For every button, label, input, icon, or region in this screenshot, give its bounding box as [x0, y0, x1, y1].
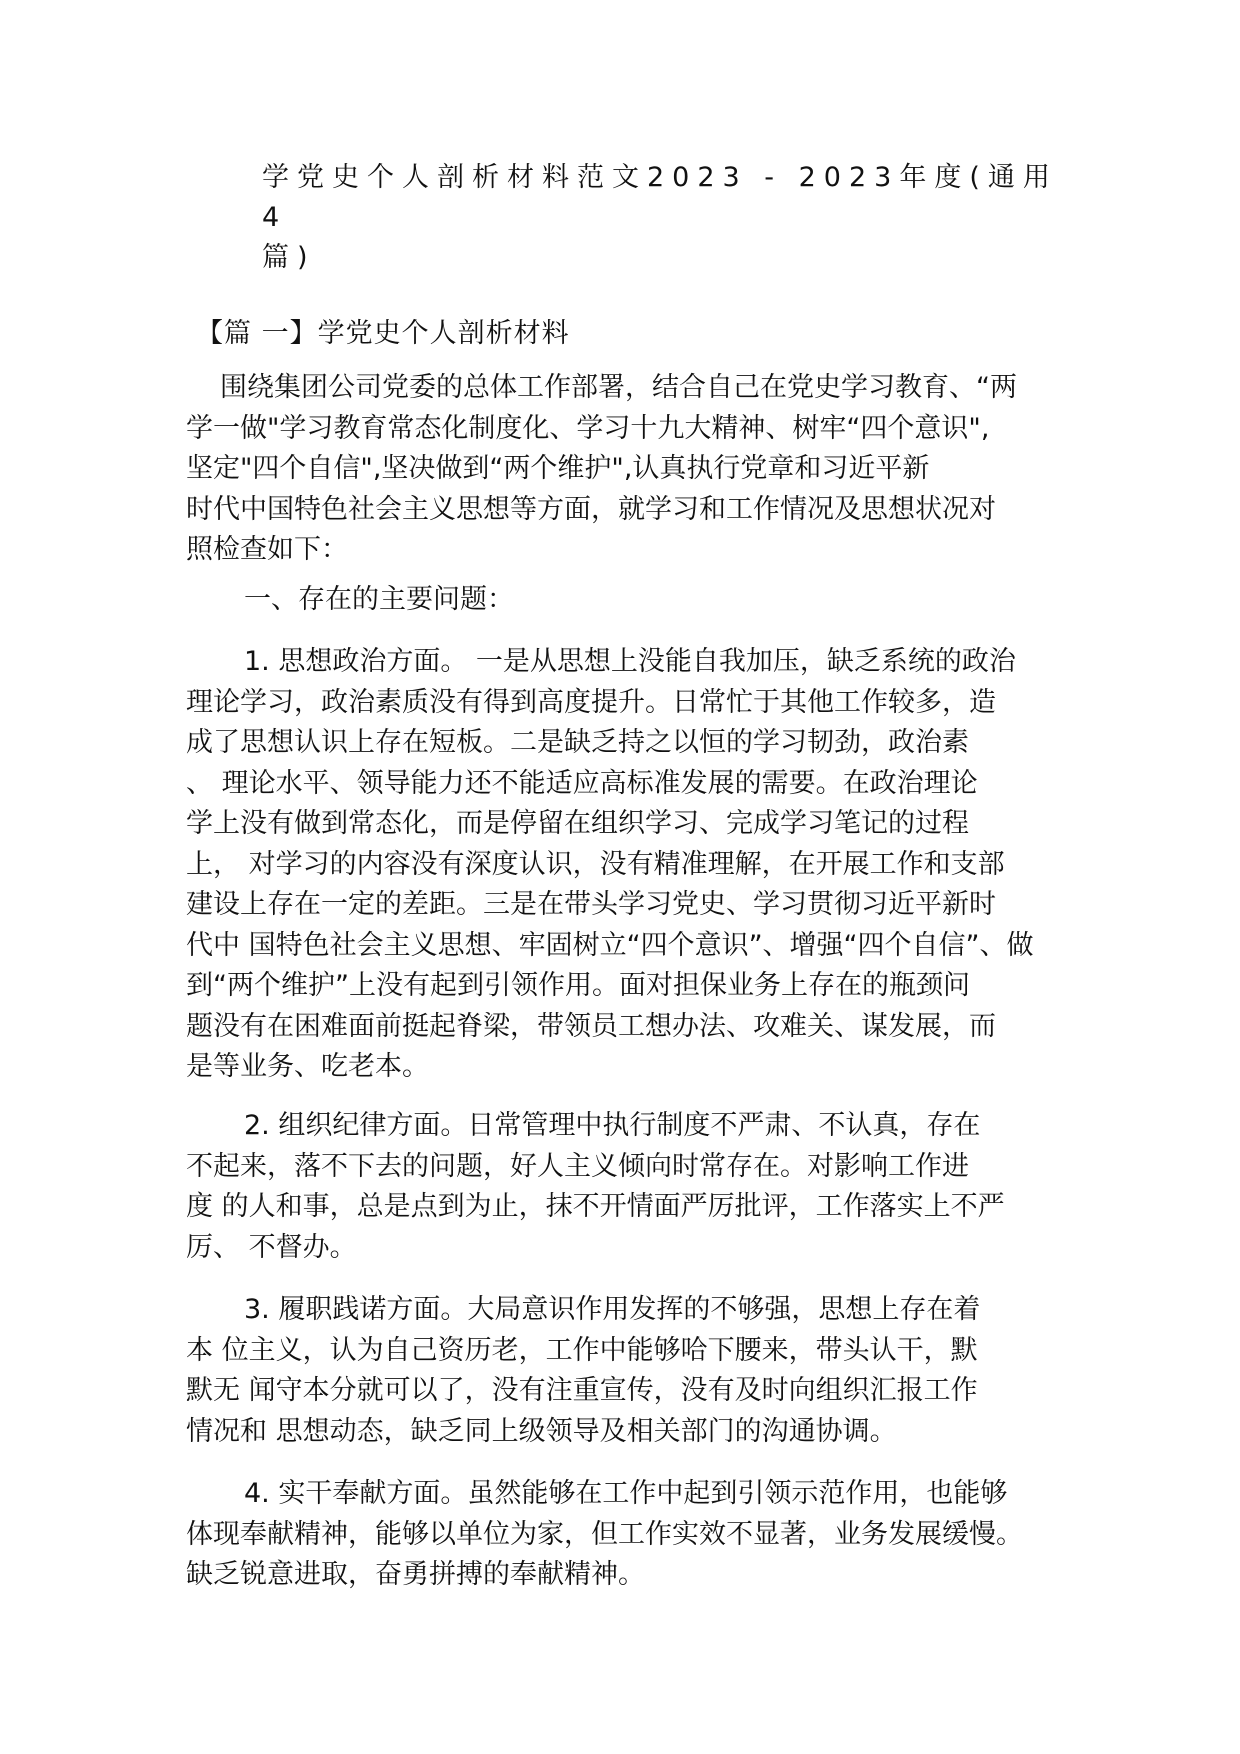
text-line: 学一做"学习教育常态化制度化、学习十九大精神、树牢“四个意识", [186, 412, 990, 444]
document-title [262, 158, 1062, 278]
problems-heading: 一、存在的主要问题： [244, 584, 514, 615]
text-line: 时代中国特色社会主义思想等方面，就学习和工作情况及思想状况对 [186, 493, 996, 525]
item-3-paragraph [186, 1290, 1066, 1452]
item-1-paragraph [186, 642, 1066, 1088]
text-line: 成了思想认识上存在短板。二是缺乏持之以恒的学习韧劲，政治素 [186, 727, 969, 758]
text-line: 3. 履职践诺方面。大局意识作用发挥的不够强，思想上存在着 [244, 1294, 981, 1325]
document-title-line: 篇) [262, 242, 316, 273]
text-line: 不起来，落不下去的问题，好人主义倾向时常存在。对影响工作进 [186, 1150, 969, 1182]
text-line: 学上没有做到常态化，而是停留在组织学习、完成学习笔记的过程 [186, 808, 969, 839]
text-line: 情况和 思想动态，缺乏同上级领导及相关部门的沟通协调。 [186, 1415, 897, 1447]
text-line: 是等业务、吃老本。 [186, 1051, 429, 1082]
text-line: 默无 闻守本分就可以了，没有注重宣传，没有及时向组织汇报工作 [186, 1375, 978, 1406]
problems-heading-paragraph [186, 580, 1066, 621]
text-line: 坚定"四个自信",坚决做到“两个维护",认真执行党章和习近平新 [186, 453, 930, 484]
text-line: 度 的人和事，总是点到为止，抹不开情面严厉批评，工作落实上不严 [186, 1191, 1005, 1222]
text-line: 上， 对学习的内容没有深度认识，没有精准理解，在开展工作和支部 [186, 848, 1005, 880]
text-line: 到“两个维护”上没有起到引领作用。面对担保业务上存在的瓶颈问 [186, 970, 970, 1001]
text-line: 厉、 不督办。 [186, 1231, 357, 1263]
text-line: 理论学习，政治素质没有得到高度提升。日常忙于其他工作较多，造 [186, 686, 996, 718]
item-2-paragraph [186, 1106, 1066, 1268]
text-line: 本 位主义，认为自己资历老，工作中能够哈下腰来，带头认干，默 [186, 1334, 978, 1366]
text-line: 2. 组织纪律方面。日常管理中执行制度不严肃、不认真，存在 [244, 1110, 981, 1141]
text-line: 围绕集团公司党委的总体工作部署，结合自己在党史学习教育、“两 [220, 372, 1017, 403]
text-line: 缺乏锐意进取，奋勇拼搏的奉献精神。 [186, 1559, 645, 1590]
document-title-line: 学党史个人剖析材料范文2023 - 2023年度(通用4 [262, 162, 1058, 233]
intro-paragraph [186, 368, 1066, 571]
text-line: 、 理论水平、领导能力还不能适应高标准发展的需要。在政治理论 [186, 767, 978, 799]
text-line: 1. 思想政治方面。 一是从思想上没能自我加压，缺乏系统的政治 [244, 646, 1016, 677]
text-line: 4. 实干奉献方面。虽然能够在工作中起到引领示范作用，也能够 [244, 1478, 1008, 1509]
text-line: 代中 国特色社会主义思想、牢固树立“四个意识”、增强“四个自信”、做 [186, 929, 1034, 961]
text-line: 题没有在困难面前挺起脊梁，带领员工想办法、攻难关、谋发展，而 [186, 1010, 996, 1042]
text-line: 建设上存在一定的差距。三是在带头学习党史、学习贯彻习近平新时 [186, 889, 996, 920]
section-heading: 【篇 一】学党史个人剖析材料 [196, 318, 570, 349]
text-line: 体现奉献精神，能够以单位为家，但工作实效不显著，业务发展缓慢。 [186, 1518, 1023, 1550]
item-4-paragraph [186, 1474, 1066, 1596]
text-line: 照检查如下： [186, 534, 348, 565]
